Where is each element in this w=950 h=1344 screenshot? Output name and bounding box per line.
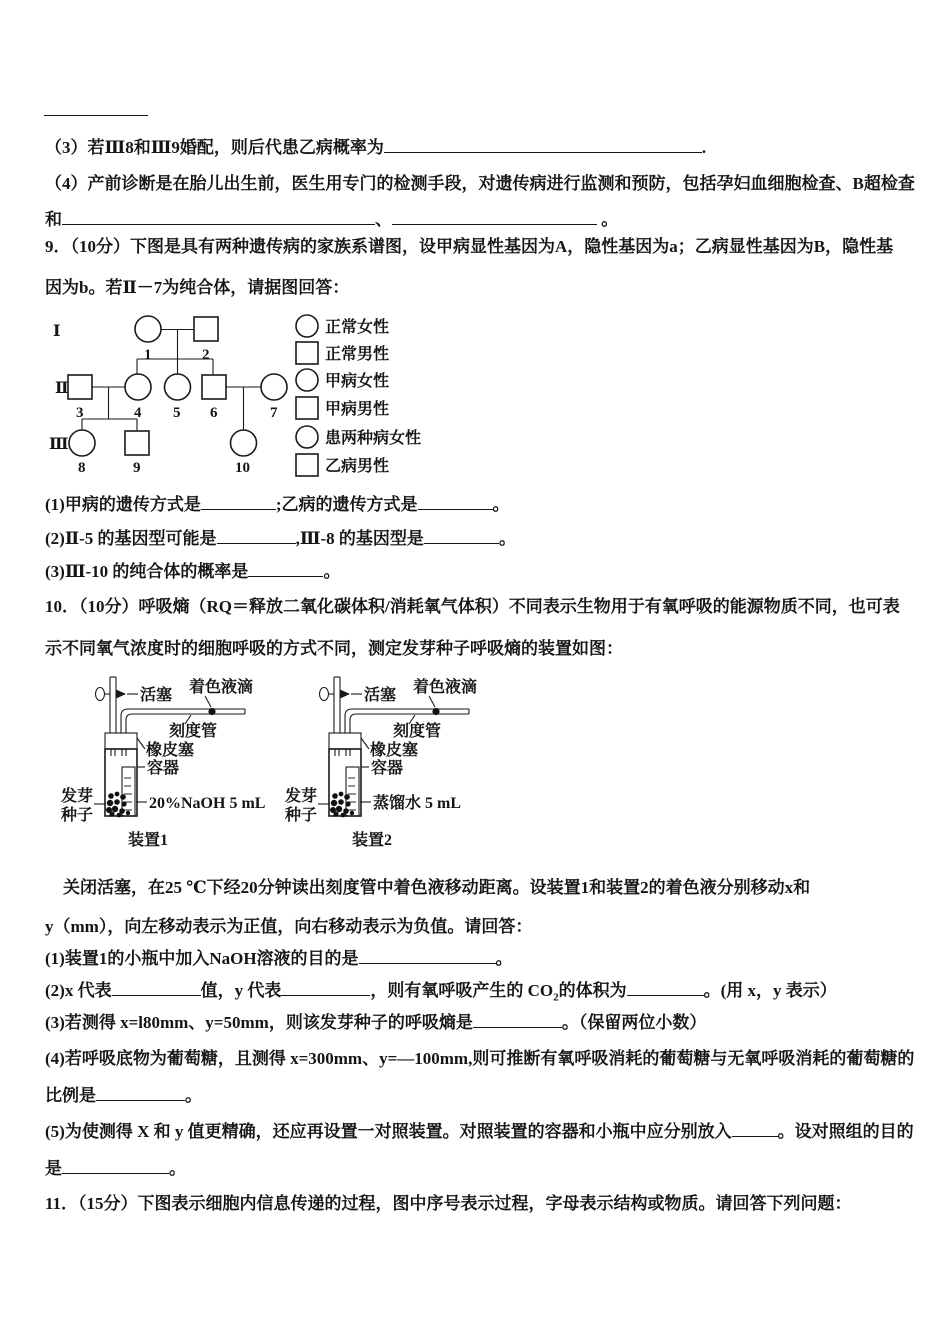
member-number: 3 xyxy=(76,405,84,421)
germinating-seeds-shape xyxy=(330,792,354,818)
q10-header-line1: 10．（10分）呼吸熵（RQ＝释放二氧化碳体积/消耗氧气体积）不同表示生物用于有氧呼吸的能源物质不同，也可表 xyxy=(45,597,900,616)
pedigree-individual-8 xyxy=(69,430,95,456)
member-number: 6 xyxy=(210,405,218,421)
pedigree-diagram xyxy=(45,306,485,486)
valve-label: 活塞 xyxy=(364,687,397,704)
pedigree-individual-3 xyxy=(68,375,92,399)
q8-part3-line xyxy=(45,137,706,159)
member-number: 2 xyxy=(202,347,210,363)
stopcock-valve-icon xyxy=(340,690,350,699)
pedigree-individual-5 xyxy=(165,374,191,400)
answer-blank xyxy=(384,139,702,153)
generation-label-2: Ⅱ xyxy=(55,380,69,397)
q10-sub5-line2: 是 。 xyxy=(45,1159,186,1178)
answer-blank xyxy=(96,1087,185,1101)
q9-header-line1: 9．（10分）下图是具有两种遗传病的家族系谱图，设甲病显性基因为A，隐性基因为a；乙病显性基因为B，隐性基 xyxy=(45,237,894,256)
droplet-label: 着色液滴 xyxy=(188,679,254,696)
q8-part3-text: （3）若Ⅲ8和Ⅲ9婚配，则后代患乙病概率为 xyxy=(45,138,384,157)
q8-part4-comma: 、 xyxy=(375,210,392,229)
q10-sub5-line1: (5)为使测得 X 和 y 值更精确，还应再设置一对照装置。对照装置的容器和小瓶中应分别放入 。设对照组的目的 xyxy=(45,1122,914,1141)
apparatus-device-1 xyxy=(60,677,265,849)
generation-label-1: Ⅰ xyxy=(53,323,61,340)
container-label: 容器 xyxy=(147,760,180,777)
answer-blank xyxy=(418,496,493,510)
pedigree-connector-lines xyxy=(82,330,261,432)
apparatus-device-2 xyxy=(284,677,477,849)
q10-sub2-line: (2)x 代表 值，y 代表 ，则有氧呼吸产生的 $CO_2$的体积为 。(用 x，y 表示） xyxy=(45,981,837,1004)
q8-part3-period: . xyxy=(701,138,707,157)
q10-sub4-line1: (4)若呼吸底物为葡萄糖，且测得 x=300mm、y=—100mm,则可推断有氧呼吸消耗的葡萄糖与无氧呼吸消耗的葡萄糖的 xyxy=(45,1049,915,1068)
q8-part4-line1 xyxy=(45,173,915,195)
germinating-seeds-shape xyxy=(106,792,130,818)
member-number: 8 xyxy=(78,460,86,476)
q10-header-line2: 示不同氧气浓度时的细胞呼吸的方式不同，测定发芽种子呼吸熵的装置如图： xyxy=(45,639,623,658)
legend-symbol-normal-female xyxy=(296,315,318,337)
answer-blank xyxy=(392,211,597,225)
device1-caption: 装置1 xyxy=(127,832,169,849)
answer-blank xyxy=(424,530,499,544)
answer-blank xyxy=(281,982,370,996)
member-number: 5 xyxy=(173,405,181,421)
legend-symbol-diseaseA-female xyxy=(296,369,318,391)
legend-symbol-normal-male xyxy=(296,342,318,364)
answer-blank xyxy=(473,1014,562,1028)
legend-label: 甲病男性 xyxy=(325,401,390,418)
legend-label: 正常男性 xyxy=(325,346,390,363)
pedigree-individual-6 xyxy=(202,375,226,399)
seeds-label-line1: 发芽 xyxy=(284,788,317,805)
answer-blank xyxy=(62,1160,169,1174)
member-number: 7 xyxy=(270,405,278,421)
container-label: 容器 xyxy=(371,760,404,777)
stopcock-valve-icon xyxy=(116,690,126,699)
co2-subscript: 2 xyxy=(553,991,559,1004)
valve-label: 活塞 xyxy=(140,687,173,704)
q10-paragraph-line1: 关闭活塞，在25 ℃下经20分钟读出刻度管中着色液移动距离。设装置1和装置2的着色液分别移动x和 xyxy=(63,878,811,897)
seeds-label-line2: 种子 xyxy=(60,807,93,824)
q10-paragraph-line2: y（mm），向左移动表示为正值，向右移动表示为负值。请回答： xyxy=(45,917,533,936)
legend-label: 甲病女性 xyxy=(325,373,390,390)
answer-blank xyxy=(627,982,704,996)
pedigree-individual-9 xyxy=(125,431,149,455)
q10-sub4-line2: 比例是 。 xyxy=(45,1086,202,1105)
legend-label: 患两种病女性 xyxy=(325,430,422,447)
droplet-label: 着色液滴 xyxy=(412,679,478,696)
device2-liquid-label: 蒸馏水 5 mL xyxy=(373,795,462,812)
q9-sub2-line: (2)Ⅱ-5 的基因型可能是 ,Ⅲ-8 的基因型是 。 xyxy=(45,529,516,548)
respiration-apparatus-diagram xyxy=(55,672,485,850)
q9-sub3-line: (3)Ⅲ-10 的纯合体的概率是 。 xyxy=(45,562,341,581)
q10-sub1-line: (1)装置1的小瓶中加入NaOH溶液的目的是 。 xyxy=(45,949,513,968)
legend-symbol-both-diseases-female xyxy=(296,426,318,448)
answer-blank xyxy=(62,211,375,225)
member-number: 1 xyxy=(144,347,152,363)
answer-blank xyxy=(44,102,148,116)
q8-part4-line2 xyxy=(45,209,618,231)
legend-symbol-diseaseB-male xyxy=(296,454,318,476)
member-number: 9 xyxy=(133,460,141,476)
answer-blank xyxy=(217,530,296,544)
q11-header-line: 11．（15分）下图表示细胞内信息传递的过程，图中序号表示过程，字母表示结构或物质。请回答下列问题： xyxy=(45,1194,852,1213)
legend-symbol-diseaseA-male xyxy=(296,397,318,419)
pedigree-individual-4 xyxy=(125,374,151,400)
inner-vial-shape xyxy=(122,767,135,816)
rubber-stopper-shape xyxy=(105,733,137,749)
q10-sub3-line: (3)若测得 x=l80mm、y=50mm，则该发芽种子的呼吸熵是 。（保留两位小数） xyxy=(45,1013,707,1032)
device2-caption: 装置2 xyxy=(351,832,393,849)
q9-header-line2: 因为b。若Ⅱ－7为纯合体，请据图回答： xyxy=(45,278,350,297)
answer-blank xyxy=(201,496,276,510)
q8-part4-text: （4）产前诊断是在胎儿出生前，医生用专门的检测手段，对遗传病进行监测和预防，包括孕妇血细胞检查、B超检查 xyxy=(45,174,915,193)
inner-vial-shape xyxy=(346,767,359,816)
rubber-stopper-shape xyxy=(329,733,361,749)
scale-tube-label: 刻度管 xyxy=(168,723,218,740)
stopcock-handle-icon xyxy=(320,688,329,701)
dye-droplet-icon xyxy=(432,708,439,715)
scale-tube-label: 刻度管 xyxy=(392,723,442,740)
answer-blank xyxy=(112,982,201,996)
pedigree-individual-7 xyxy=(261,374,287,400)
top-answer-blank-line xyxy=(44,100,148,122)
stopcock-handle-icon xyxy=(96,688,105,701)
legend-label: 乙病男性 xyxy=(325,458,390,475)
rubber-stopper-label: 橡皮塞 xyxy=(146,742,195,759)
answer-blank xyxy=(248,563,323,577)
answer-blank xyxy=(359,950,496,964)
q8-part4-and: 和 xyxy=(45,210,62,229)
pedigree-legend xyxy=(296,315,421,476)
q9-sub1-line: (1)甲病的遗传方式是 ;乙病的遗传方式是 。 xyxy=(45,495,510,514)
answer-blank xyxy=(732,1123,778,1137)
seeds-label-line2: 种子 xyxy=(284,807,317,824)
seeds-label-line1: 发芽 xyxy=(60,788,93,805)
q8-part4-period: 。 xyxy=(597,210,619,229)
pedigree-individual-1 xyxy=(135,316,161,342)
legend-label: 正常女性 xyxy=(325,319,390,336)
device1-liquid-label: 20%NaOH 5 mL xyxy=(149,795,266,812)
dye-droplet-icon xyxy=(208,708,215,715)
generation-label-3: Ⅲ xyxy=(49,436,69,453)
member-number: 4 xyxy=(134,405,142,421)
pedigree-individual-10 xyxy=(231,430,257,456)
pedigree-individual-2 xyxy=(194,317,218,341)
member-number: 10 xyxy=(235,460,250,476)
rubber-stopper-label: 橡皮塞 xyxy=(370,742,419,759)
